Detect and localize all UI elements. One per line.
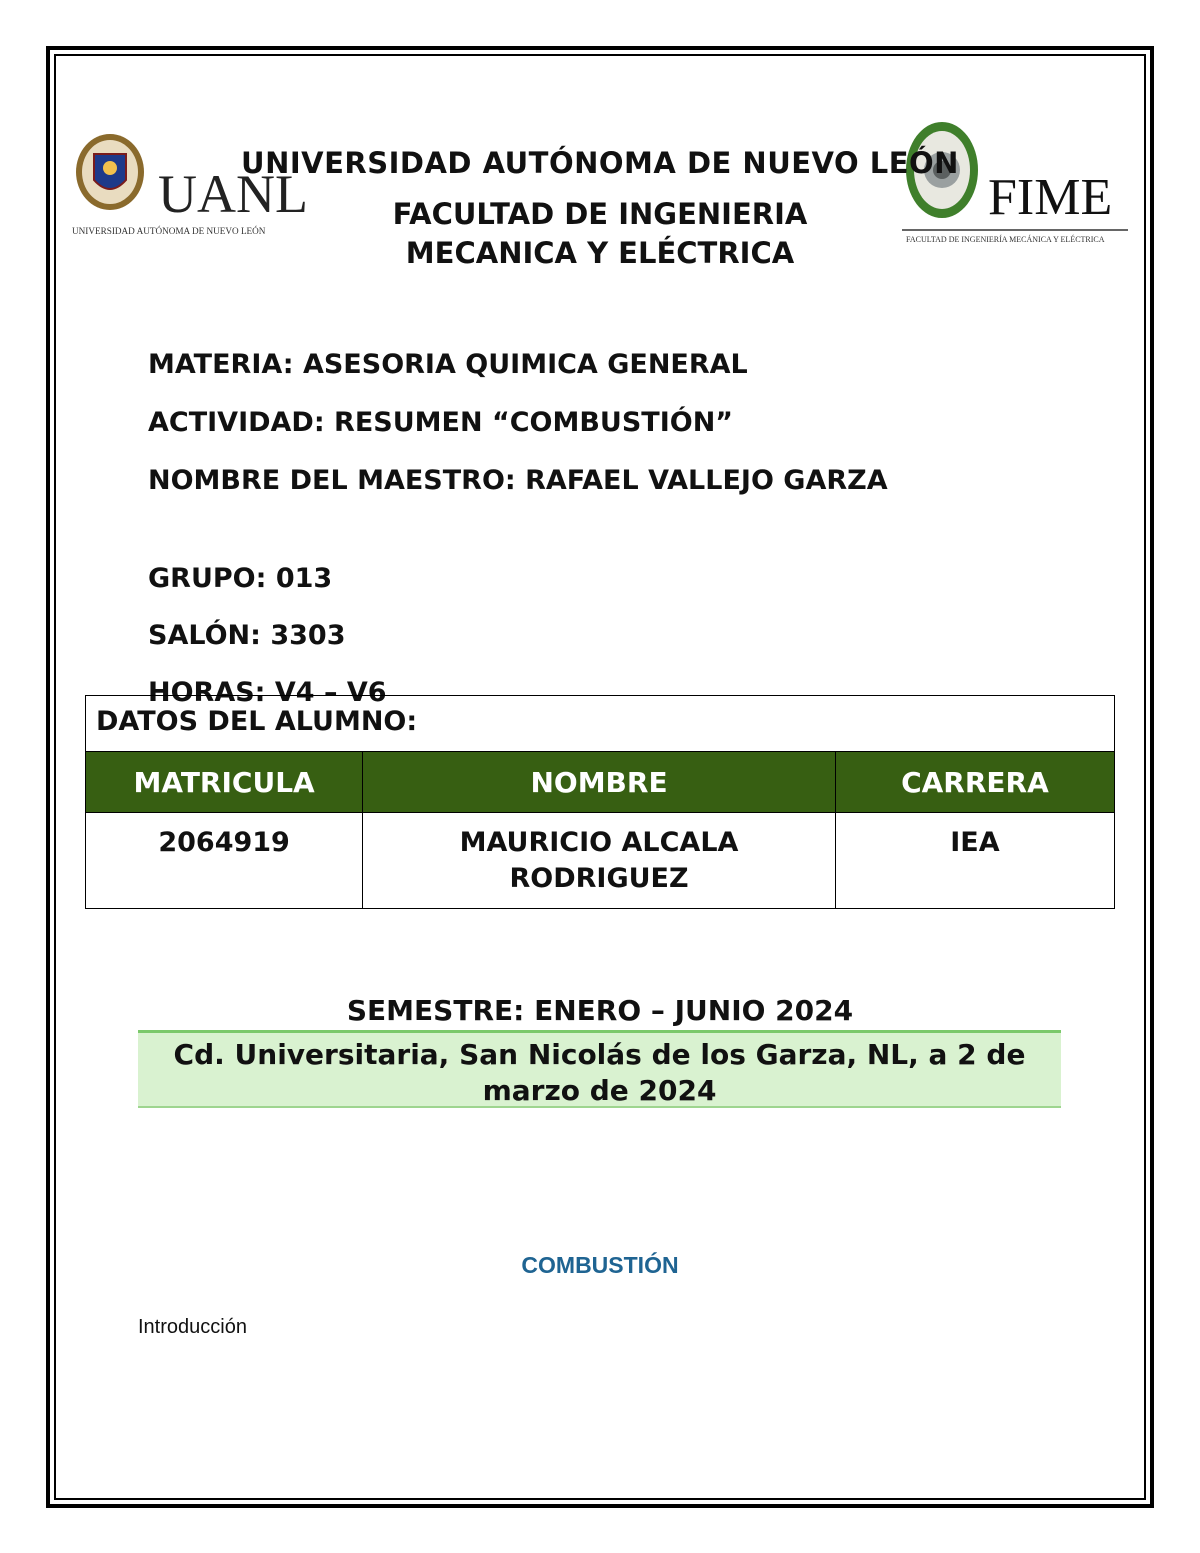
- cell-carrera: IEA: [835, 813, 1114, 909]
- faculty-title-line1: FACULTAD DE INGENIERIA: [392, 197, 808, 231]
- grupo: GRUPO: 013: [148, 563, 333, 594]
- salon: SALÓN: 3303: [148, 620, 346, 651]
- section-heading: COMBUSTIÓN: [521, 1252, 679, 1278]
- uanl-caption: UNIVERSIDAD AUTÓNOMA DE NUEVO LEÓN: [72, 226, 266, 236]
- semestre: SEMESTRE: ENERO – JUNIO 2024: [346, 994, 854, 1027]
- horas: HORAS: V4 – V6: [148, 677, 387, 708]
- maestro: NOMBRE DEL MAESTRO: RAFAEL VALLEJO GARZA: [148, 465, 888, 496]
- header-nombre: NOMBRE: [363, 752, 836, 813]
- fime-text: FIME: [988, 169, 1113, 226]
- header-matricula: MATRICULA: [86, 752, 363, 813]
- student-table: [85, 695, 1115, 909]
- fime-caption: FACULTAD DE INGENIERÍA MECÁNICA Y ELÉCTRICA: [906, 235, 1105, 244]
- materia: MATERIA: ASESORIA QUIMICA GENERAL: [148, 349, 748, 380]
- place-date: Cd. Universitaria, San Nicolás de los Garza, NL, a 2 de marzo de 2024: [138, 1030, 1061, 1108]
- actividad: ACTIVIDAD: RESUMEN “COMBUSTIÓN”: [148, 407, 734, 438]
- uanl-text: UANL: [158, 164, 308, 224]
- student-table-caption: DATOS DEL ALUMNO:: [86, 696, 1115, 752]
- intro-label: Introducción: [138, 1316, 247, 1338]
- cell-matricula: 2064919: [86, 813, 363, 909]
- cell-nombre: [363, 813, 836, 909]
- university-title: UNIVERSIDAD AUTÓNOMA DE NUEVO LEÓN: [241, 146, 959, 180]
- faculty-title-line2: MECANICA Y ELÉCTRICA: [405, 236, 795, 270]
- cell-nombre-text: MAURICIO ALCALA RODRIGUEZ: [459, 827, 739, 894]
- header-carrera: CARRERA: [835, 752, 1114, 813]
